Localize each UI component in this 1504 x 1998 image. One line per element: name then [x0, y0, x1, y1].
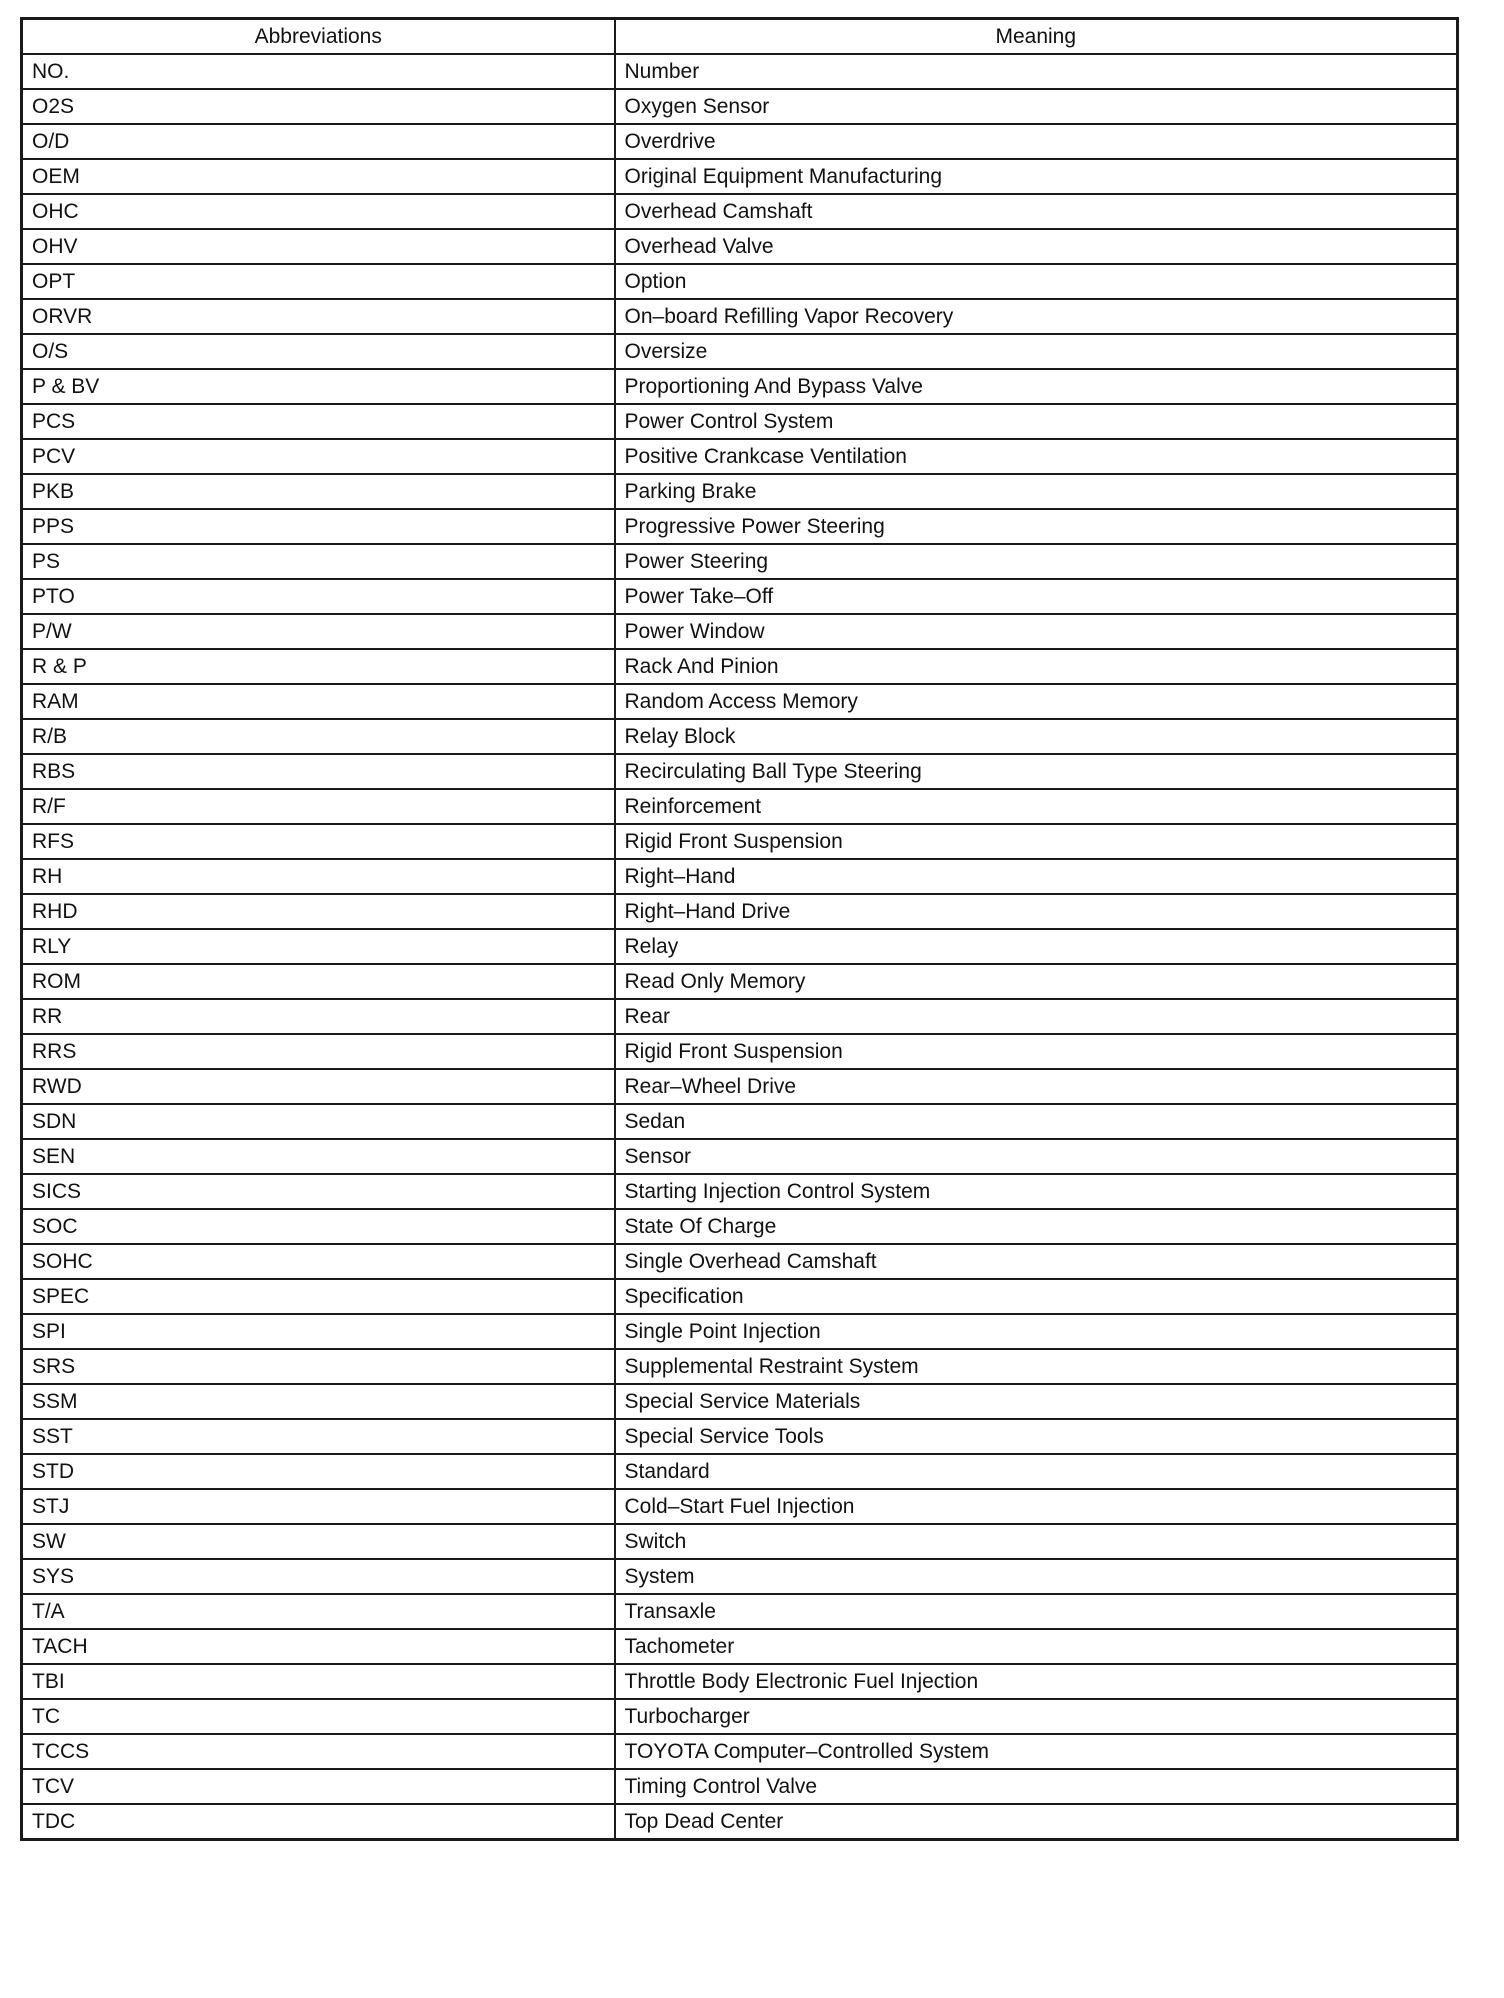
meaning-cell: Standard: [615, 1454, 1458, 1489]
abbreviation-cell: STJ: [22, 1489, 615, 1524]
meaning-cell: Rigid Front Suspension: [615, 1034, 1458, 1069]
table-row: [22, 894, 1458, 929]
table-row: [22, 1384, 1458, 1419]
table-row: [22, 1699, 1458, 1734]
table-header: [22, 19, 1458, 55]
abbreviation-cell: T/A: [22, 1594, 615, 1629]
meaning-cell: Parking Brake: [615, 474, 1458, 509]
table-row: [22, 1034, 1458, 1069]
meaning-cell: Special Service Materials: [615, 1384, 1458, 1419]
abbreviation-cell: R & P: [22, 649, 615, 684]
meaning-cell: Turbocharger: [615, 1699, 1458, 1734]
table-row: [22, 124, 1458, 159]
meaning-cell: Right–Hand: [615, 859, 1458, 894]
meaning-cell: Rear–Wheel Drive: [615, 1069, 1458, 1104]
meaning-cell: Power Take–Off: [615, 579, 1458, 614]
abbreviation-cell: RHD: [22, 894, 615, 929]
abbreviation-cell: TC: [22, 1699, 615, 1734]
abbreviation-cell: SSM: [22, 1384, 615, 1419]
meaning-cell: Starting Injection Control System: [615, 1174, 1458, 1209]
abbreviation-cell: TCCS: [22, 1734, 615, 1769]
table-row: [22, 1279, 1458, 1314]
abbreviation-cell: SYS: [22, 1559, 615, 1594]
meaning-cell: Specification: [615, 1279, 1458, 1314]
table-row: [22, 1069, 1458, 1104]
table-row: [22, 1419, 1458, 1454]
abbreviation-cell: PS: [22, 544, 615, 579]
meaning-cell: Read Only Memory: [615, 964, 1458, 999]
abbreviation-cell: PTO: [22, 579, 615, 614]
abbreviation-cell: TBI: [22, 1664, 615, 1699]
table-row: [22, 439, 1458, 474]
table-row: [22, 474, 1458, 509]
abbreviation-cell: P/W: [22, 614, 615, 649]
abbreviation-cell: TACH: [22, 1629, 615, 1664]
meaning-cell: Original Equipment Manufacturing: [615, 159, 1458, 194]
abbreviation-cell: RAM: [22, 684, 615, 719]
table-row: [22, 194, 1458, 229]
meaning-cell: Recirculating Ball Type Steering: [615, 754, 1458, 789]
table-row: [22, 1629, 1458, 1664]
meaning-cell: Oversize: [615, 334, 1458, 369]
abbreviation-cell: SW: [22, 1524, 615, 1559]
abbreviations-table: [20, 17, 1459, 1841]
abbreviation-cell: OPT: [22, 264, 615, 299]
abbreviation-cell: OEM: [22, 159, 615, 194]
table-row: [22, 1454, 1458, 1489]
table-row: [22, 1314, 1458, 1349]
meaning-cell: Sedan: [615, 1104, 1458, 1139]
meaning-cell: Supplemental Restraint System: [615, 1349, 1458, 1384]
header-meaning: Meaning: [615, 19, 1458, 55]
meaning-cell: Rack And Pinion: [615, 649, 1458, 684]
table-row: [22, 614, 1458, 649]
meaning-cell: Single Overhead Camshaft: [615, 1244, 1458, 1279]
meaning-cell: TOYOTA Computer–Controlled System: [615, 1734, 1458, 1769]
table-row: [22, 229, 1458, 264]
table-row: [22, 1209, 1458, 1244]
abbreviation-cell: O2S: [22, 89, 615, 124]
table-row: [22, 964, 1458, 999]
table-row: [22, 1804, 1458, 1840]
abbreviation-cell: R/F: [22, 789, 615, 824]
table-row: [22, 334, 1458, 369]
abbreviation-cell: PKB: [22, 474, 615, 509]
abbreviation-cell: PCS: [22, 404, 615, 439]
meaning-cell: Number: [615, 54, 1458, 89]
abbreviation-cell: O/D: [22, 124, 615, 159]
table-row: [22, 1174, 1458, 1209]
table-row: [22, 264, 1458, 299]
abbreviation-cell: OHC: [22, 194, 615, 229]
meaning-cell: Special Service Tools: [615, 1419, 1458, 1454]
meaning-cell: Relay: [615, 929, 1458, 964]
table-row: [22, 754, 1458, 789]
meaning-cell: Power Steering: [615, 544, 1458, 579]
abbreviation-cell: PCV: [22, 439, 615, 474]
abbreviation-cell: SPI: [22, 1314, 615, 1349]
abbreviation-cell: RR: [22, 999, 615, 1034]
meaning-cell: On–board Refilling Vapor Recovery: [615, 299, 1458, 334]
meaning-cell: Tachometer: [615, 1629, 1458, 1664]
abbreviation-cell: RH: [22, 859, 615, 894]
meaning-cell: Sensor: [615, 1139, 1458, 1174]
abbreviation-cell: P & BV: [22, 369, 615, 404]
meaning-cell: Power Window: [615, 614, 1458, 649]
table-row: [22, 1104, 1458, 1139]
table-row: [22, 579, 1458, 614]
table-body: [22, 54, 1458, 1840]
abbreviation-cell: SRS: [22, 1349, 615, 1384]
meaning-cell: Overhead Valve: [615, 229, 1458, 264]
table-row: [22, 1139, 1458, 1174]
meaning-cell: Transaxle: [615, 1594, 1458, 1629]
abbreviation-cell: ORVR: [22, 299, 615, 334]
abbreviation-cell: SDN: [22, 1104, 615, 1139]
table-row: [22, 544, 1458, 579]
meaning-cell: Overdrive: [615, 124, 1458, 159]
abbreviation-cell: OHV: [22, 229, 615, 264]
table-row: [22, 1769, 1458, 1804]
table-row: [22, 404, 1458, 439]
meaning-cell: Throttle Body Electronic Fuel Injection: [615, 1664, 1458, 1699]
abbreviation-cell: SOHC: [22, 1244, 615, 1279]
meaning-cell: Rigid Front Suspension: [615, 824, 1458, 859]
header-row: [22, 19, 1458, 55]
abbreviation-cell: TCV: [22, 1769, 615, 1804]
abbreviation-cell: NO.: [22, 54, 615, 89]
meaning-cell: Proportioning And Bypass Valve: [615, 369, 1458, 404]
abbreviation-cell: ROM: [22, 964, 615, 999]
abbreviation-cell: RRS: [22, 1034, 615, 1069]
table-row: [22, 1664, 1458, 1699]
table-row: [22, 684, 1458, 719]
abbreviation-cell: SOC: [22, 1209, 615, 1244]
abbreviation-cell: R/B: [22, 719, 615, 754]
table-row: [22, 649, 1458, 684]
abbreviation-cell: TDC: [22, 1804, 615, 1840]
table-row: [22, 369, 1458, 404]
table-row: [22, 89, 1458, 124]
abbreviation-cell: RFS: [22, 824, 615, 859]
abbreviation-cell: SICS: [22, 1174, 615, 1209]
table-row: [22, 1734, 1458, 1769]
meaning-cell: Overhead Camshaft: [615, 194, 1458, 229]
abbreviation-cell: SPEC: [22, 1279, 615, 1314]
meaning-cell: Random Access Memory: [615, 684, 1458, 719]
header-abbreviations: Abbreviations: [22, 19, 615, 55]
table-row: [22, 1594, 1458, 1629]
meaning-cell: Reinforcement: [615, 789, 1458, 824]
table-row: [22, 1489, 1458, 1524]
meaning-cell: Single Point Injection: [615, 1314, 1458, 1349]
meaning-cell: Cold–Start Fuel Injection: [615, 1489, 1458, 1524]
table-row: [22, 1559, 1458, 1594]
meaning-cell: Switch: [615, 1524, 1458, 1559]
meaning-cell: Positive Crankcase Ventilation: [615, 439, 1458, 474]
meaning-cell: System: [615, 1559, 1458, 1594]
meaning-cell: Progressive Power Steering: [615, 509, 1458, 544]
table-row: [22, 509, 1458, 544]
table-row: [22, 719, 1458, 754]
abbreviation-cell: PPS: [22, 509, 615, 544]
meaning-cell: Power Control System: [615, 404, 1458, 439]
meaning-cell: Rear: [615, 999, 1458, 1034]
table-row: [22, 159, 1458, 194]
abbreviation-cell: SEN: [22, 1139, 615, 1174]
meaning-cell: Top Dead Center: [615, 1804, 1458, 1840]
table-row: [22, 999, 1458, 1034]
table-row: [22, 54, 1458, 89]
meaning-cell: Option: [615, 264, 1458, 299]
table-row: [22, 1524, 1458, 1559]
table-row: [22, 859, 1458, 894]
meaning-cell: Oxygen Sensor: [615, 89, 1458, 124]
table-row: [22, 1244, 1458, 1279]
meaning-cell: Timing Control Valve: [615, 1769, 1458, 1804]
abbreviation-cell: O/S: [22, 334, 615, 369]
abbreviation-cell: RBS: [22, 754, 615, 789]
abbreviation-cell: STD: [22, 1454, 615, 1489]
table-row: [22, 1349, 1458, 1384]
table-row: [22, 789, 1458, 824]
abbreviation-cell: RWD: [22, 1069, 615, 1104]
table-row: [22, 299, 1458, 334]
table-row: [22, 824, 1458, 859]
abbreviation-cell: RLY: [22, 929, 615, 964]
table-row: [22, 929, 1458, 964]
meaning-cell: Right–Hand Drive: [615, 894, 1458, 929]
abbreviation-cell: SST: [22, 1419, 615, 1454]
meaning-cell: Relay Block: [615, 719, 1458, 754]
meaning-cell: State Of Charge: [615, 1209, 1458, 1244]
